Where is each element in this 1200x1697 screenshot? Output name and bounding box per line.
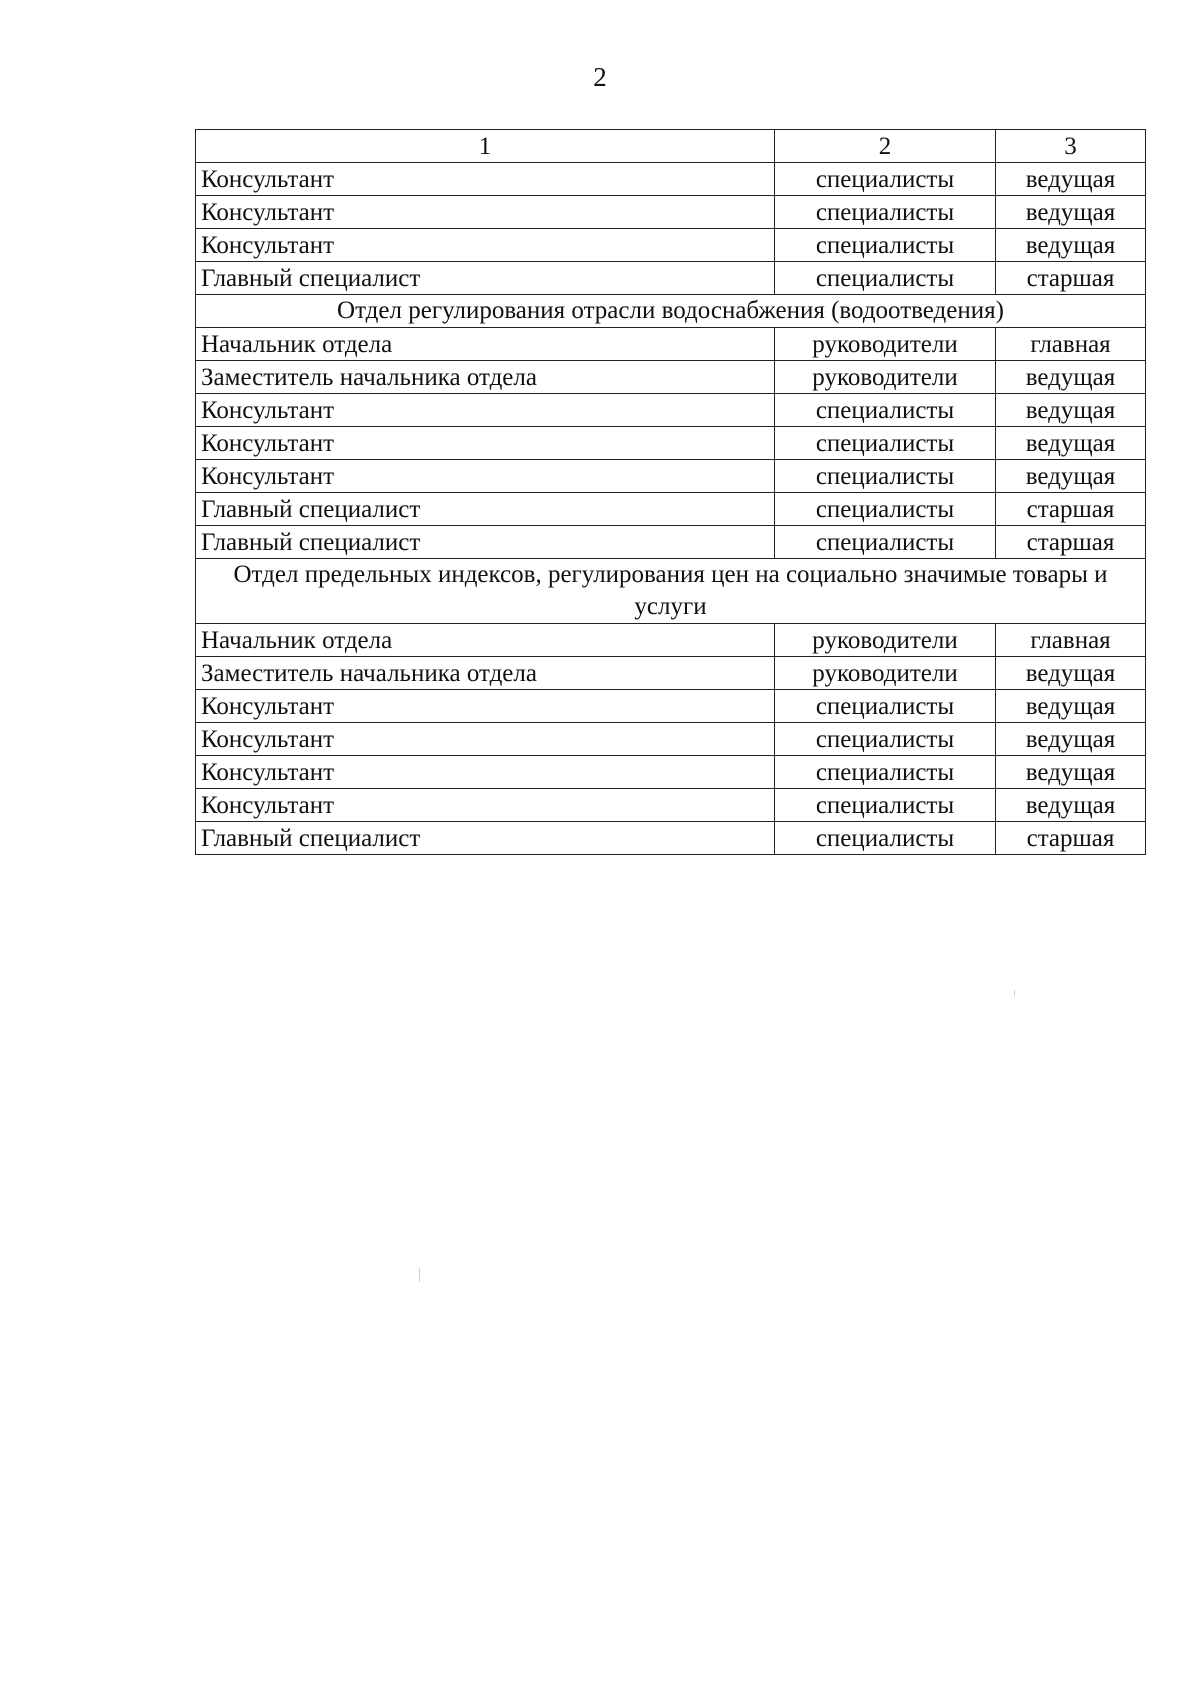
position-category-cell: специалисты	[775, 493, 996, 526]
table-row	[196, 526, 1146, 559]
column-header-2: 2	[775, 130, 996, 163]
position-category-cell: руководители	[775, 328, 996, 361]
position-group-cell: ведущая	[996, 690, 1146, 723]
position-title-cell: Консультант	[196, 756, 775, 789]
position-title-cell: Консультант	[196, 690, 775, 723]
table-row	[196, 690, 1146, 723]
position-title-cell: Консультант	[196, 229, 775, 262]
position-group-cell: ведущая	[996, 394, 1146, 427]
position-category-cell: специалисты	[775, 196, 996, 229]
position-group-cell: ведущая	[996, 163, 1146, 196]
position-title-cell: Начальник отдела	[196, 328, 775, 361]
position-title-cell: Консультант	[196, 723, 775, 756]
position-title-cell: Главный специалист	[196, 526, 775, 559]
position-group-cell: старшая	[996, 493, 1146, 526]
position-group-cell: ведущая	[996, 789, 1146, 822]
position-title-cell: Главный специалист	[196, 262, 775, 295]
position-category-cell: специалисты	[775, 163, 996, 196]
position-category-cell: специалисты	[775, 789, 996, 822]
position-group-cell: ведущая	[996, 361, 1146, 394]
position-group-cell: ведущая	[996, 756, 1146, 789]
department-title: Отдел предельных индексов, регулирования цен на социально значимые товары и услуги	[196, 559, 1146, 624]
table-header-row	[196, 130, 1146, 163]
department-section-row	[196, 295, 1146, 328]
department-title: Отдел регулирования отрасли водоснабжения (водоотведения)	[196, 295, 1146, 328]
position-category-cell: специалисты	[775, 690, 996, 723]
table-row	[196, 262, 1146, 295]
positions-table	[195, 129, 1146, 855]
page-number: 2	[593, 62, 607, 92]
position-category-cell: руководители	[775, 361, 996, 394]
table-row	[196, 624, 1146, 657]
position-group-cell: главная	[996, 624, 1146, 657]
table-row	[196, 394, 1146, 427]
table-row	[196, 427, 1146, 460]
position-category-cell: руководители	[775, 624, 996, 657]
position-group-cell: ведущая	[996, 657, 1146, 690]
position-category-cell: специалисты	[775, 460, 996, 493]
position-category-cell: специалисты	[775, 229, 996, 262]
table-row	[196, 789, 1146, 822]
position-category-cell: специалисты	[775, 394, 996, 427]
position-title-cell: Главный специалист	[196, 822, 775, 855]
position-group-cell: ведущая	[996, 460, 1146, 493]
position-title-cell: Консультант	[196, 460, 775, 493]
position-category-cell: специалисты	[775, 756, 996, 789]
scan-artifact	[419, 1268, 420, 1282]
table-row	[196, 493, 1146, 526]
column-header-3: 3	[996, 130, 1146, 163]
position-title-cell: Консультант	[196, 427, 775, 460]
position-category-cell: специалисты	[775, 822, 996, 855]
position-title-cell: Начальник отдела	[196, 624, 775, 657]
position-group-cell: ведущая	[996, 723, 1146, 756]
position-group-cell: ведущая	[996, 196, 1146, 229]
position-category-cell: специалисты	[775, 526, 996, 559]
position-title-cell: Консультант	[196, 789, 775, 822]
position-category-cell: специалисты	[775, 427, 996, 460]
table-row	[196, 822, 1146, 855]
position-group-cell: старшая	[996, 822, 1146, 855]
column-header-1: 1	[196, 130, 775, 163]
position-title-cell: Заместитель начальника отдела	[196, 657, 775, 690]
table-row	[196, 756, 1146, 789]
position-group-cell: старшая	[996, 262, 1146, 295]
table-row	[196, 361, 1146, 394]
table-row	[196, 196, 1146, 229]
table-row	[196, 328, 1146, 361]
position-category-cell: специалисты	[775, 723, 996, 756]
table-row	[196, 723, 1146, 756]
position-title-cell: Заместитель начальника отдела	[196, 361, 775, 394]
table-row	[196, 460, 1146, 493]
position-group-cell: главная	[996, 328, 1146, 361]
table-row	[196, 657, 1146, 690]
position-group-cell: ведущая	[996, 229, 1146, 262]
position-title-cell: Консультант	[196, 394, 775, 427]
table-row	[196, 163, 1146, 196]
table-row	[196, 229, 1146, 262]
scan-artifact	[1014, 990, 1015, 996]
position-category-cell: руководители	[775, 657, 996, 690]
department-section-row	[196, 559, 1146, 624]
position-title-cell: Главный специалист	[196, 493, 775, 526]
position-title-cell: Консультант	[196, 196, 775, 229]
position-group-cell: старшая	[996, 526, 1146, 559]
position-group-cell: ведущая	[996, 427, 1146, 460]
position-category-cell: специалисты	[775, 262, 996, 295]
position-title-cell: Консультант	[196, 163, 775, 196]
